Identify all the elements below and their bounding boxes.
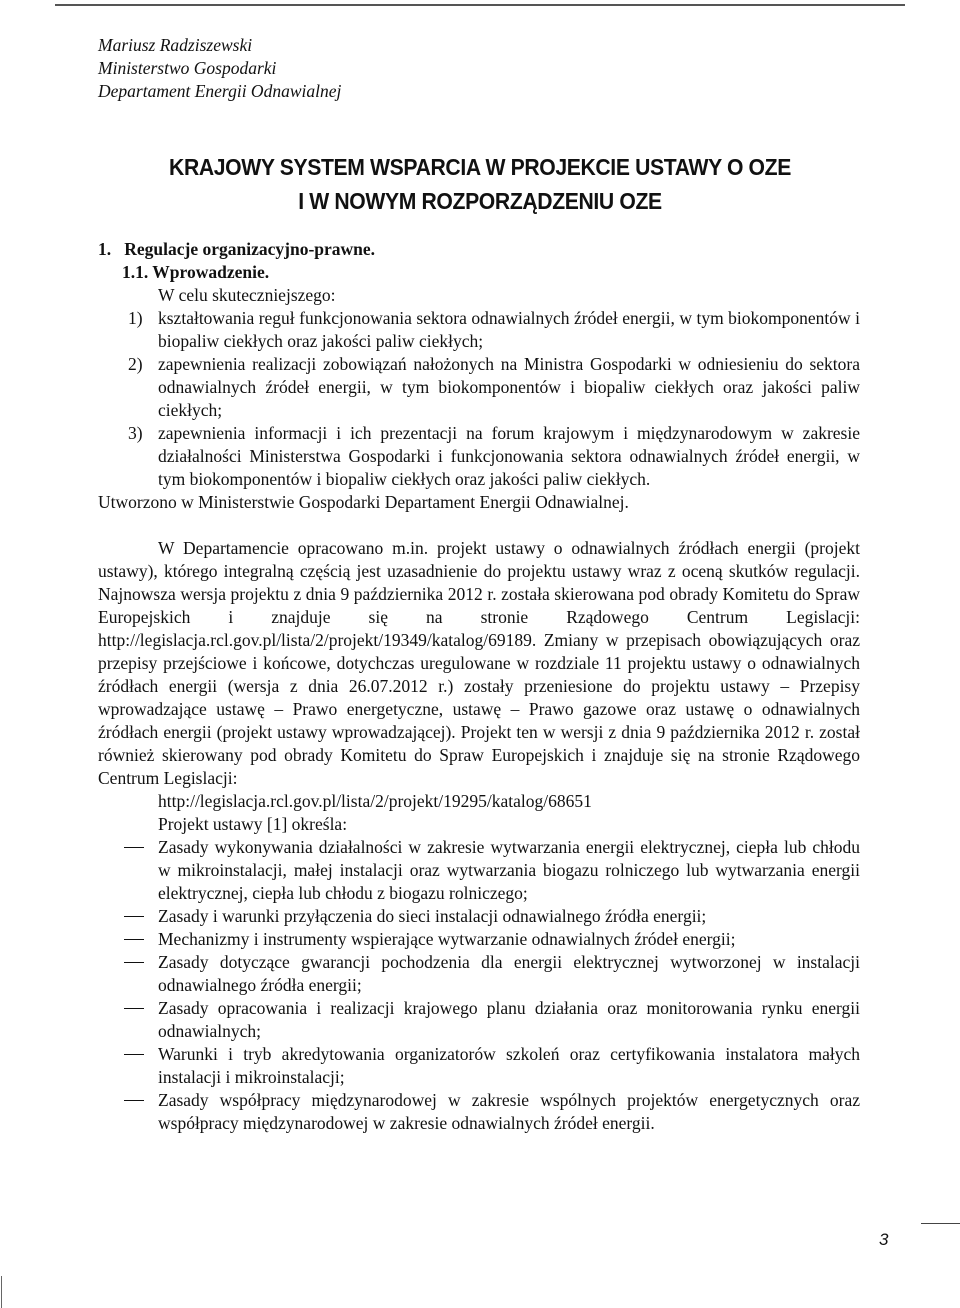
dash-bullet bbox=[124, 1054, 144, 1055]
top-rule bbox=[55, 4, 905, 6]
main-paragraph bbox=[98, 537, 860, 790]
item-text: Zasady dotyczące gwarancji pochodzenia dla energii elektrycznej wytworzonej w instalacji odnawialnego źródła energii; bbox=[158, 952, 860, 995]
dash-list bbox=[98, 836, 860, 1135]
list-item bbox=[98, 905, 860, 928]
item-text: kształtowania reguł funkcjonowania sektora odnawialnych źródeł energii, w tym biokomponentów i biopaliw ciekłych oraz jakości paliw ciekłych; bbox=[158, 308, 860, 351]
list-item bbox=[98, 836, 860, 905]
title-line-1: KRAJOWY SYSTEM WSPARCIA W PROJEKCIE USTAWY O OZE bbox=[169, 154, 791, 180]
item-number: 3) bbox=[128, 423, 143, 443]
author-ministry: Ministerstwo Gospodarki bbox=[98, 58, 277, 78]
spacer bbox=[98, 514, 860, 537]
dash-bullet bbox=[124, 962, 144, 963]
author-block bbox=[98, 34, 341, 103]
item-number: 2) bbox=[128, 354, 143, 374]
list-item bbox=[98, 353, 860, 422]
item-text: Zasady współpracy międzynarodowej w zakresie wspólnych projektów energetycznych oraz współpracy międzynarodowej w zakresie odnawialnych źródeł energii. bbox=[158, 1090, 860, 1133]
item-text: Warunki i tryb akredytowania organizatorów szkoleń oraz certyfikowania instalatora małych instalacji i mikroinstalacji; bbox=[158, 1044, 860, 1087]
item-number: 1) bbox=[128, 308, 143, 328]
title-line-2: I W NOWYM ROZPORZĄDZENIU OZE bbox=[298, 188, 662, 214]
document-body bbox=[98, 238, 860, 1135]
dash-bullet bbox=[124, 1100, 144, 1101]
item-text: Zasady wykonywania działalności w zakresie wytwarzania energii elektrycznej, ciepła lub chłodu w mikroinstalacji, małej instalacji oraz wytwarzania biogazu rolniczego lub wytwarzania energii elektrycznej, ciepła lub chłodu z biogazu rolniczego; bbox=[158, 837, 860, 903]
item-text: Mechanizmy i instrumenty wspierające wytwarzanie odnawialnych źródeł energii; bbox=[158, 929, 736, 949]
author-department: Departament Energii Odnawialnej bbox=[98, 81, 342, 101]
dash-bullet bbox=[124, 1008, 144, 1009]
legislation-link[interactable]: http://legislacja.rcl.gov.pl/lista/2/projekt/19295/katalog/68651 bbox=[158, 791, 592, 811]
page-number: 3 bbox=[879, 1230, 889, 1249]
list-item bbox=[98, 307, 860, 353]
left-edge-mark bbox=[1, 1276, 2, 1308]
list-item bbox=[98, 951, 860, 997]
main-paragraph-text: W Departamencie opracowano m.in. projekt ustawy o odnawialnych źródłach energii (projekt ustawy), którego integralną częścią jest uzasadnienie do projektu ustawy wraz z oceną skutków regulacji. Najnowsza wersja projektu z dnia 9 października 2012 r. została skierowana pod obrady Komitetu do Spraw Europejskich i znajduje się na stronie Rządowego Centrum Legislacji: http://legislacja.rcl.gov.pl/lista/2/projekt/19349/katalog/69189. Zmiany w przepisach obowiązujących oraz przepisy przejściowe i końcowe, dotychczas uregulowane w rozdziale 11 projektu ustawy o odnawialnych źródłach energii (wersja z dnia 26.07.2012 r.) zostały przeniesione do projektu ustawy – Przepisy wprowadzające ustawę – Prawo energetyczne, ustawę – Prawo gazowe oraz ustawę o odnawialnych źródłach energii (projekt ustawy wprowadzającej). Projekt ten w wersji z dnia 9 października 2012 r. został również skierowany pod obrady Komitetu do Spraw Europejskich i znajduje się na stronie Rządowego Centrum Legislacji: bbox=[98, 538, 860, 788]
list-item bbox=[98, 928, 860, 951]
dash-bullet bbox=[124, 847, 144, 848]
item-text: zapewnienia realizacji zobowiązań nałożonych na Ministra Gospodarki w odniesieniu do sektora odnawialnych źródeł energii, w tym biokomponentów i biopaliw ciekłych oraz jakości paliw ciekłych; bbox=[158, 354, 860, 420]
subsection-heading: 1.1. Wprowadzenie. bbox=[122, 262, 270, 282]
dash-bullet bbox=[124, 939, 144, 940]
intro-text: W celu skuteczniejszego: bbox=[158, 285, 336, 305]
item-text: zapewnienia informacji i ich prezentacji na forum krajowym i międzynarodowym w zakresie działalności Ministerstwa Gospodarki i funkcjonowania sektora odnawialnych źródeł energii, w tym biokomponentów i biopaliw ciekłych oraz jakości paliw ciekłych. bbox=[158, 423, 860, 489]
item-text: Zasady opracowania i realizacji krajowego planu działania oraz monitorowania rynku energii odnawialnych; bbox=[158, 998, 860, 1041]
list-item bbox=[98, 422, 860, 491]
numbered-list bbox=[98, 307, 860, 491]
section-heading: 1. Regulacje organizacyjno-prawne. bbox=[98, 239, 376, 259]
author-name: Mariusz Radziszewski bbox=[98, 35, 253, 55]
list-item bbox=[98, 997, 860, 1043]
created-note: Utworzono w Ministerstwie Gospodarki Departament Energii Odnawialnej. bbox=[98, 492, 629, 512]
defines-text: Projekt ustawy [1] określa: bbox=[158, 814, 348, 834]
item-text: Zasady i warunki przyłączenia do sieci instalacji odnawialnego źródła energii; bbox=[158, 906, 707, 926]
list-item bbox=[98, 1043, 860, 1089]
list-item bbox=[98, 1089, 860, 1135]
page-number-rule bbox=[921, 1223, 960, 1224]
document-title bbox=[38, 150, 921, 218]
dash-bullet bbox=[124, 916, 144, 917]
